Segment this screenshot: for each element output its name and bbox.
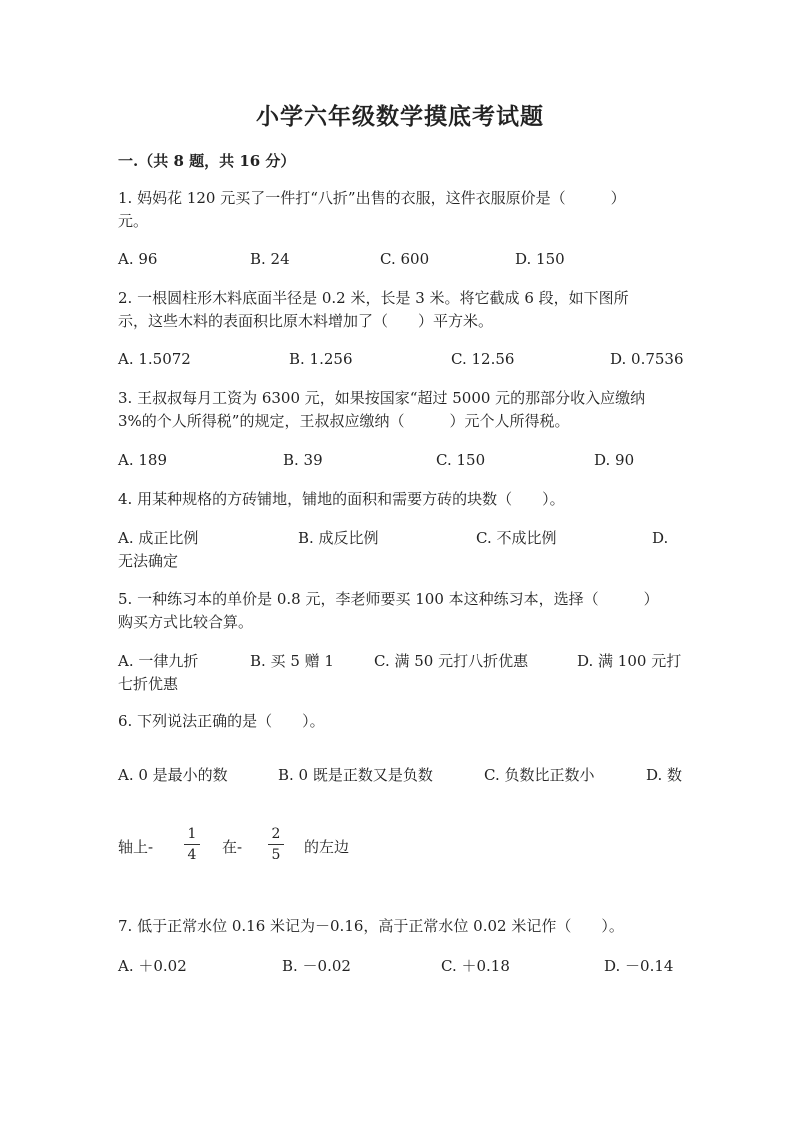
- fraction-bar: [184, 844, 200, 845]
- q7-option-d: D. －0.14: [604, 957, 674, 975]
- q1-option-b: B. 24: [250, 250, 290, 268]
- q6-fraction-one-quarter: [184, 826, 200, 863]
- q5-option-b: B. 买 5 赠 1: [250, 652, 334, 670]
- question-6-line-1: 6. 下列说法正确的是（ ）。: [118, 712, 325, 730]
- q3-option-c: C. 150: [436, 451, 486, 469]
- question-3-line-1: 3. 王叔叔每月工资为 6300 元，如果按国家“超过 5000 元的那部分收入应缴纳: [118, 389, 646, 407]
- q6-option-b: B. 0 既是正数又是负数: [278, 766, 433, 784]
- question-7-line-1: 7. 低于正常水位 0.16 米记为－0.16，高于正常水位 0.02 米记作（ ）。: [118, 917, 624, 935]
- question-4-line-1: 4. 用某种规格的方砖铺地，铺地的面积和需要方砖的块数（ ）。: [118, 490, 565, 508]
- question-5-line-1: 5. 一种练习本的单价是 0.8 元，李老师要买 100 本这种练习本，选择（ ）: [118, 590, 659, 608]
- q5-option-d: D. 满 100 元打: [577, 652, 682, 670]
- fraction-denominator: 4: [187, 847, 197, 863]
- q6-option-d: D. 数: [646, 766, 683, 784]
- question-7: [118, 915, 678, 938]
- q4-option-c: C. 不成比例: [476, 529, 557, 547]
- q4-option-b: B. 成反比例: [298, 529, 379, 547]
- question-2-line-1: 2. 一根圆柱形木料底面半径是 0.2 米，长是 3 米。将它截成 6 段，如下图所: [118, 289, 629, 307]
- question-3-line-2: 3%的个人所得税”的规定，王叔叔应缴纳（ ）元个人所得税。: [118, 412, 570, 430]
- q7-option-c: C. ＋0.18: [441, 957, 510, 975]
- q2-option-a: A. 1.5072: [118, 350, 191, 368]
- q6-option-c: C. 负数比正数小: [484, 766, 595, 784]
- q6-option-a: A. 0 是最小的数: [118, 766, 228, 784]
- question-2-line-2: 示，这些木料的表面积比原木料增加了（ ）平方米。: [118, 312, 494, 330]
- q6-d-text-post: 的左边: [304, 838, 350, 856]
- q5-option-d-wrap: 七折优惠: [118, 675, 179, 693]
- q4-option-d-wrap: 无法确定: [118, 552, 179, 570]
- q4-option-d: D.: [652, 529, 669, 547]
- q7-option-b: B. －0.02: [282, 957, 351, 975]
- q5-option-c: C. 满 50 元打八折优惠: [374, 652, 529, 670]
- q6-d-text-mid: 在-: [222, 838, 243, 856]
- question-5-line-2: 购买方式比较合算。: [118, 613, 254, 631]
- q4-option-a: A. 成正比例: [118, 529, 199, 547]
- q1-option-d: D. 150: [515, 250, 565, 268]
- q3-option-a: A. 189: [118, 451, 167, 469]
- q3-option-d: D. 90: [594, 451, 635, 469]
- question-1-line-1: 1. 妈妈花 120 元买了一件打“八折”出售的衣服，这件衣服原价是（ ）: [118, 189, 626, 207]
- fraction-denominator: 5: [271, 847, 281, 863]
- fraction-bar: [268, 844, 284, 845]
- section-heading: 一.（共 8 题，共 16 分）: [118, 152, 296, 170]
- q1-option-c: C. 600: [380, 250, 430, 268]
- question-2: [118, 287, 678, 333]
- question-5: [118, 588, 678, 634]
- question-1: [118, 187, 678, 233]
- q7-option-a: A. ＋0.02: [118, 957, 187, 975]
- question-3: [118, 387, 678, 433]
- question-1-line-2: 元。: [118, 212, 149, 230]
- fraction-numerator: 1: [187, 826, 197, 842]
- q2-option-c: C. 12.56: [451, 350, 515, 368]
- q1-option-a: A. 96: [118, 250, 158, 268]
- question-6: [118, 710, 678, 733]
- q6-d-text-pre: 轴上-: [118, 838, 154, 856]
- q3-option-b: B. 39: [283, 451, 323, 469]
- q5-option-a: A. 一律九折: [118, 652, 199, 670]
- page-title: 小学六年级数学摸底考试题: [256, 103, 544, 130]
- q6-fraction-two-fifths: [268, 826, 284, 863]
- fraction-numerator: 2: [271, 826, 281, 842]
- q2-option-b: B. 1.256: [289, 350, 353, 368]
- question-4: [118, 488, 678, 511]
- q2-option-d: D. 0.7536: [610, 350, 684, 368]
